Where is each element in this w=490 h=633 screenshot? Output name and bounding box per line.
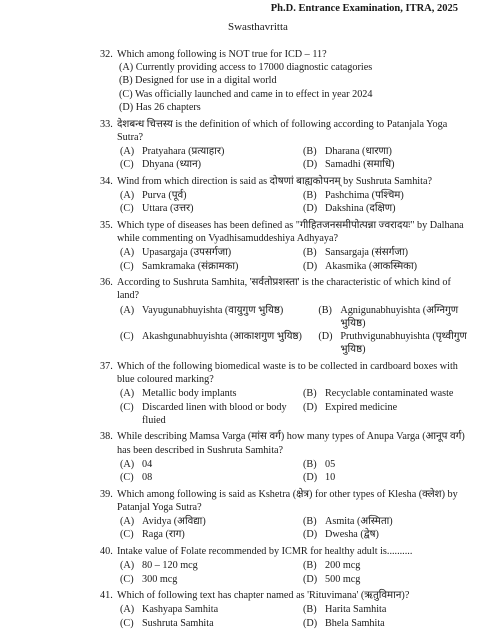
option-label: (A): [120, 145, 135, 157]
question-item: [100, 276, 472, 356]
option-item: [120, 515, 289, 528]
option-text: Agnigunabhuyishta (अग्निगुण भुयिष्ठ): [340, 304, 459, 329]
question-number: 35.: [100, 219, 113, 231]
option-text: Avidya (अविद्या): [142, 516, 206, 528]
option-item: [120, 458, 289, 471]
option-item: [303, 458, 472, 471]
question-text: While describing Mamsa Varga (मांस वर्ग) how many types of Anupa Varga (आनूप वर्ग) has been described in Sushruta Samhita?: [117, 431, 465, 456]
option-item: [303, 573, 472, 586]
option-item: [120, 145, 289, 158]
option-label: (D): [303, 401, 318, 413]
option-text: Expired medicine: [325, 401, 398, 413]
option-label: (B): [303, 604, 317, 616]
option-label: (D): [318, 331, 333, 343]
option-label: (A): [120, 304, 135, 316]
option-item: [303, 603, 472, 616]
option-label: (A): [120, 560, 135, 572]
option-label: (C): [120, 617, 134, 629]
question-head: [100, 219, 472, 245]
options-grid: [100, 515, 472, 541]
option-label: (D): [303, 203, 318, 215]
question-item: [100, 589, 472, 630]
question-number: 32.: [100, 49, 113, 60]
option-text: Akasmika (आकस्मिका): [325, 260, 418, 272]
option-item: [120, 528, 289, 541]
option-item: [303, 246, 472, 259]
option-text: 05: [325, 458, 336, 470]
option-text: Asmita (अस्मिता): [325, 516, 393, 528]
option-item: [303, 387, 472, 400]
option-text: Kashyapa Samhita: [142, 604, 219, 616]
question-text: According to Sushruta Samhita, 'सर्वतोप्रशस्ता' is the characteristic of which kind of land?: [117, 277, 451, 302]
option-item: [120, 387, 289, 400]
question-number: 39.: [100, 488, 113, 500]
option-label: (C): [120, 203, 134, 215]
option-text: 500 mcg: [325, 573, 361, 585]
option-label: (B): [303, 516, 317, 528]
option-item: [120, 603, 289, 616]
option-item: [120, 189, 289, 202]
option-item: [120, 246, 289, 259]
option-text: Purva (पूर्व): [142, 190, 187, 202]
question-number: 41.: [100, 590, 113, 602]
option-text: Vayugunabhuyishta (वायुगुण भुयिष्ठ): [142, 304, 284, 316]
option-label: (C): [120, 331, 134, 343]
statement-line: (A) Currently providing access to 17000 diagnostic catagories: [119, 62, 373, 74]
question-item: [100, 488, 472, 542]
option-item: [120, 330, 304, 356]
option-label: (B): [303, 560, 317, 572]
question-text: Wind from which direction is said as दोषणां बाह्यकोपनम् by Sushruta Samhita?: [117, 175, 433, 187]
options-grid: [100, 603, 472, 629]
options-grid: [100, 246, 472, 272]
options-grid: [100, 387, 472, 427]
option-item: [303, 528, 472, 541]
option-label: (B): [303, 247, 317, 259]
option-label: (D): [303, 260, 318, 272]
option-item: [120, 304, 304, 330]
options-grid: [100, 145, 472, 171]
option-label: (C): [120, 260, 134, 272]
option-text: Uttara (उत्तर): [142, 203, 194, 215]
option-item: [120, 401, 289, 427]
options-grid: [100, 189, 472, 215]
option-text: Pratyahara (प्रत्याहार): [142, 145, 225, 157]
option-label: (B): [303, 458, 317, 470]
question-head: [100, 118, 472, 144]
option-label: (D): [303, 617, 318, 629]
question-head: [100, 430, 472, 456]
option-text: Pruthvigunabhuyishta (पृथ्वीगुण भुयिष्ठ): [340, 331, 467, 356]
question-head: [100, 545, 472, 558]
options-grid: [100, 458, 472, 484]
option-text: Sansargaja (संसर्गजा): [325, 247, 408, 259]
option-text: Metallic body implants: [142, 388, 237, 400]
option-item: [303, 189, 472, 202]
option-text: 08: [142, 472, 153, 484]
question-item: [100, 118, 472, 172]
option-label: (A): [120, 388, 135, 400]
option-label: (C): [120, 573, 134, 585]
subject-title: Swasthavritta: [228, 21, 288, 33]
option-item: [120, 617, 289, 630]
question-item: [100, 430, 472, 484]
option-text: Samadhi (समाधि): [325, 159, 395, 171]
question-item: [100, 175, 472, 216]
option-item: [318, 304, 472, 330]
question-text: Which of the following biomedical waste is to be collected in cardboard boxes with blue coloured marking?: [117, 360, 458, 386]
question-number: 33.: [100, 118, 113, 130]
question-number: 36.: [100, 277, 113, 289]
option-text: Dhyana (ध्यान): [142, 159, 202, 171]
option-item: [120, 559, 289, 572]
option-text: Harita Samhita: [325, 604, 387, 616]
option-item: [303, 401, 472, 427]
option-text: Dharana (धारणा): [325, 145, 392, 157]
question-text: Which type of diseases has been defined as "गीहितजनसमीपोत्पन्ना ज्वरादयः" by Dalhana while commenting on Vyadhisamuddeshiya Adhyaya?: [117, 219, 464, 245]
option-text: Recyclable contaminated waste: [325, 388, 454, 400]
option-text: Dakshina (दक्षिण): [325, 203, 396, 215]
option-item: [120, 573, 289, 586]
option-label: (D): [303, 529, 318, 541]
question-head: [100, 360, 472, 386]
option-item: [120, 471, 289, 484]
question-item: [100, 219, 472, 273]
question-item: [100, 545, 472, 586]
option-item: [303, 515, 472, 528]
option-label: (B): [318, 304, 332, 316]
statement-line: (C) Was officially launched and came in to effect in year 2024: [119, 88, 373, 100]
option-label: (D): [303, 573, 318, 585]
option-text: Raga (राग): [142, 529, 185, 541]
option-item: [120, 158, 289, 171]
question-text: Which among following is said as Kshetra (क्षेत्र) for other types of Klesha (क्लेश) by Patanjal Yoga Sutra?: [117, 488, 458, 513]
question-text: Which of following text has chapter named as 'Rituvimana' (ऋतुविमान)?: [117, 590, 410, 602]
option-item: [303, 471, 472, 484]
option-text: Bhela Samhita: [325, 617, 385, 629]
option-text: 80 – 120 mcg: [142, 560, 198, 572]
option-label: (A): [120, 516, 135, 528]
option-text: Akashgunabhuyishta (आकाशगुण भुयिष्ठ): [142, 331, 302, 343]
option-text: Sushruta Samhita: [142, 617, 214, 629]
option-text: 10: [325, 472, 336, 484]
question-text: Which among following is NOT true for ICD – 11?: [117, 49, 327, 60]
option-item: [303, 158, 472, 171]
option-label: (A): [120, 190, 135, 202]
question-number: 37.: [100, 360, 113, 372]
options-grid: [100, 304, 472, 357]
option-item: [303, 202, 472, 215]
option-label: (C): [120, 472, 134, 484]
option-item: [303, 145, 472, 158]
question-number: 38.: [100, 431, 113, 443]
question-head: [100, 488, 472, 514]
question-text: देशबन्ध चित्तस्य is the definition of which of following according to Patanjala Yoga Sutra?: [117, 118, 448, 143]
option-text: Pashchima (पश्चिम): [325, 190, 404, 202]
question-head: [100, 276, 472, 302]
option-text: 300 mcg: [142, 573, 178, 585]
question-text: Intake value of Folate recommended by ICMR for healthy adult is..........: [117, 546, 413, 558]
question-head: [100, 175, 472, 188]
option-text: Discarded linen with blood or body fluied: [142, 401, 287, 426]
question-number: 40.: [100, 546, 113, 558]
option-item: [318, 330, 472, 356]
option-label: (D): [303, 159, 318, 171]
option-text: 200 mcg: [325, 560, 361, 572]
question-head: [100, 589, 472, 602]
question-number: 34.: [100, 175, 113, 187]
option-label: (D): [303, 472, 318, 484]
statement-line: (B) Designed for use in a digital world: [119, 75, 277, 87]
option-item: [303, 617, 472, 630]
statement-line: (D) Has 26 chapters: [119, 101, 201, 113]
option-text: Dwesha (द्वेष): [325, 529, 379, 541]
option-label: (B): [303, 388, 317, 400]
options-grid: [100, 559, 472, 585]
option-label: (B): [303, 190, 317, 202]
option-item: [120, 260, 289, 273]
option-item: [120, 202, 289, 215]
question-list: [100, 48, 472, 633]
option-item: [303, 260, 472, 273]
option-label: (C): [120, 401, 134, 413]
option-text: Upasargaja (उपसर्गजा): [142, 247, 232, 259]
question-item: [100, 48, 472, 114]
option-label: (A): [120, 247, 135, 259]
option-item: [303, 559, 472, 572]
option-label: (C): [120, 529, 134, 541]
option-label: (A): [120, 458, 135, 470]
question-item: [100, 360, 472, 427]
option-label: (C): [120, 159, 134, 171]
question-head: [100, 48, 472, 61]
option-text: Samkramaka (संक्रामका): [142, 260, 239, 272]
option-label: (B): [303, 145, 317, 157]
option-label: (A): [120, 604, 135, 616]
exam-title: Ph.D. Entrance Examination, ITRA, 2025: [270, 3, 458, 14]
option-text: 04: [142, 458, 153, 470]
